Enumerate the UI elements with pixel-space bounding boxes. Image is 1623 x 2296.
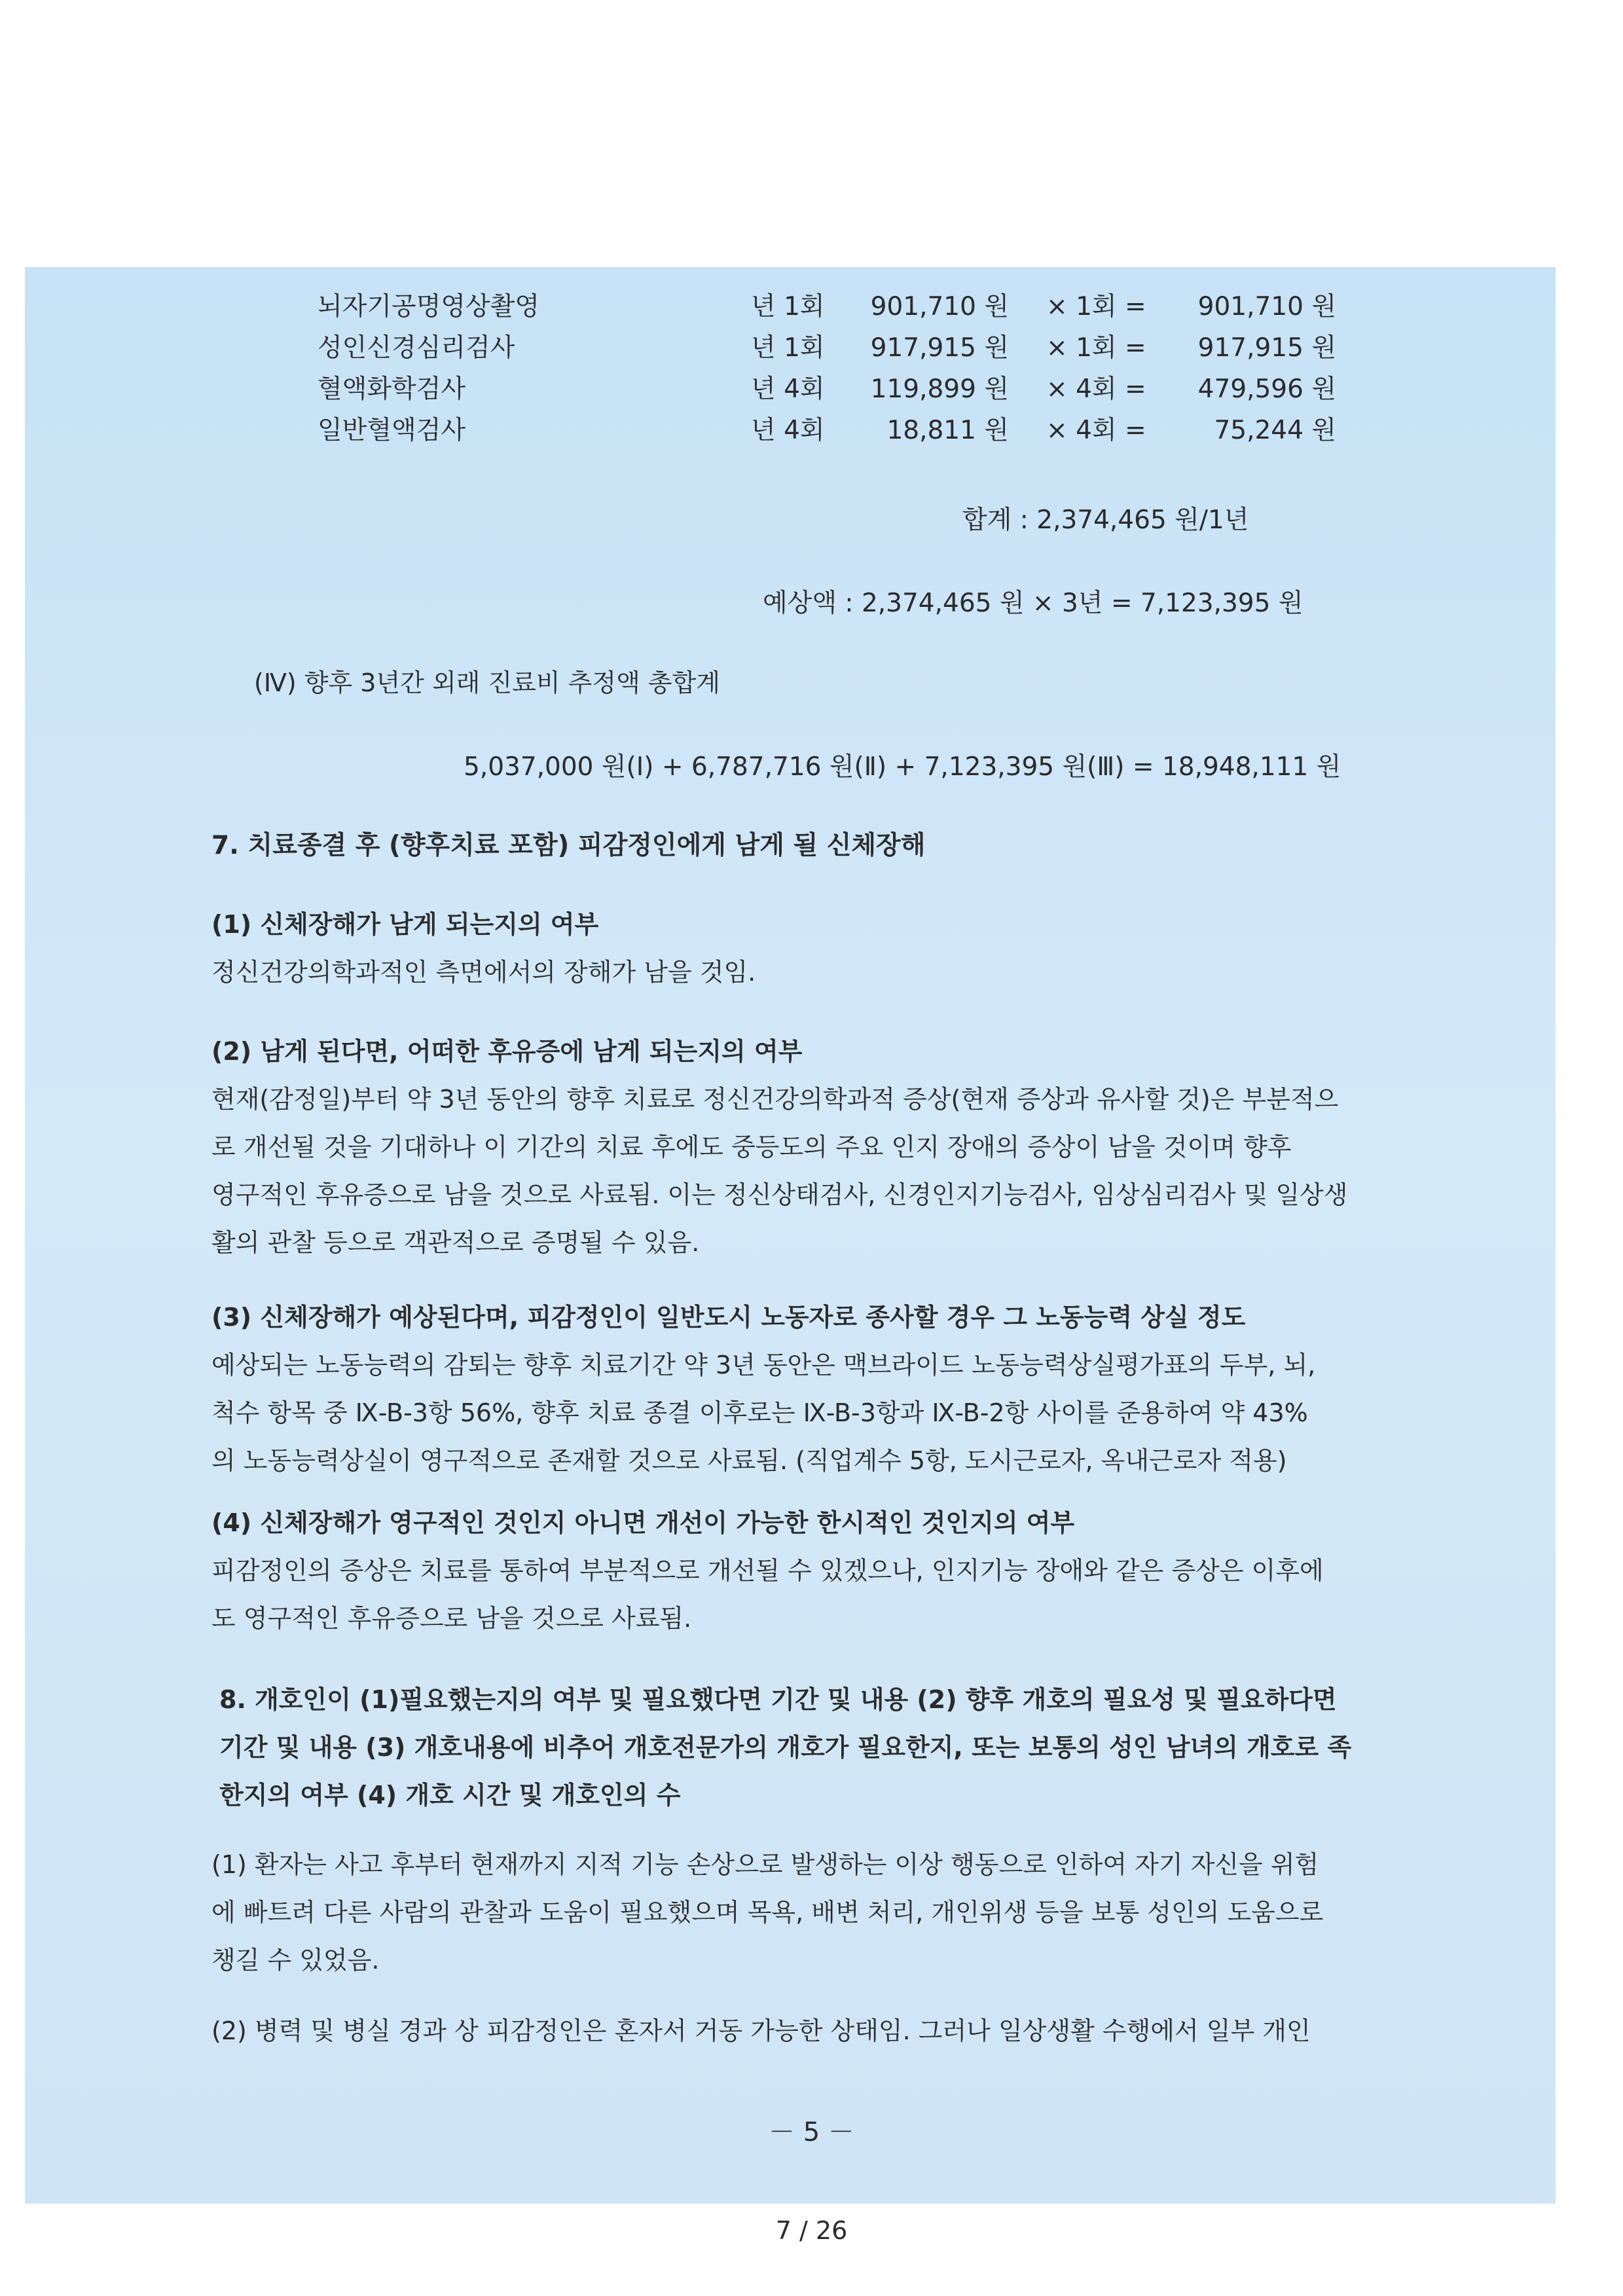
- page-marker: － 5 －: [769, 2117, 854, 2147]
- section-8-heading: [219, 1676, 1378, 1819]
- paragraph-line: 활의 관찰 등으로 객관적으로 증명될 수 있음.: [211, 1228, 700, 1257]
- cost-total: 75,244 원: [1214, 416, 1336, 445]
- cost-freq: 년 4회: [751, 416, 825, 445]
- cost-item: 성인신경심리검사: [318, 333, 515, 363]
- paragraph-line: 척수 항목 중 Ⅸ-B-3항 56%, 향후 치료 종결 이후로는 Ⅸ-B-3항과 Ⅸ-B-2항 사이를 준용하여 약 43%: [211, 1398, 1308, 1427]
- section-8-paragraph-2: [211, 2007, 1370, 2055]
- cost-unit-price: 18,811 원: [886, 416, 1009, 445]
- cost-row: [0, 327, 1623, 367]
- cost-multiplier: × 4회 =: [1046, 374, 1146, 404]
- cost-total: 917,915 원: [1197, 333, 1336, 363]
- cost-item: 일반혈액검사: [318, 416, 466, 445]
- heading-line: 기간 및 내용 (3) 개호내용에 비추어 개호전문가의 개호가 필요한지, 또는 보통의 성인 남녀의 개호로 족: [219, 1733, 1352, 1762]
- paragraph-line: 정신건강의학과적인 측면에서의 장해가 남을 것임.: [211, 958, 756, 987]
- paragraph-line: 에 빠트려 다른 사람의 관찰과 도움이 필요했으며 목욕, 배변 처리, 개인위생 등을 보통 성인의 도움으로: [211, 1898, 1324, 1927]
- section-7-item-2: [211, 1028, 1370, 1267]
- cost-multiplier: × 4회 =: [1046, 416, 1146, 445]
- cost-total: 901,710 원: [1197, 292, 1336, 321]
- paragraph-line: (1) 환자는 사고 후부터 현재까지 지적 기능 손상으로 발생하는 이상 행동으로 인하여 자기 자신을 위험: [211, 1850, 1319, 1879]
- paragraph-line: 영구적인 후유증으로 남을 것으로 사료됨. 이는 정신상태검사, 신경인지기능검사, 임상심리검사 및 일상생: [211, 1180, 1348, 1209]
- cost-row: [0, 286, 1623, 325]
- item-title: (3) 신체장해가 예상된다며, 피감정인이 일반도시 노동자로 종사할 경우 그 노동능력 상실 정도: [211, 1303, 1246, 1332]
- cost-row: [0, 410, 1623, 449]
- cost-row: [0, 369, 1623, 408]
- paragraph-line: 예상되는 노동능력의 감퇴는 향후 치료기간 약 3년 동안은 맥브라이드 노동능력상실평가표의 두부, 뇌,: [211, 1351, 1316, 1379]
- paragraph-line: 로 개선될 것을 기대하나 이 기간의 치료 후에도 중등도의 주요 인지 장애의 증상이 남을 것이며 향후: [211, 1133, 1292, 1161]
- item-title: (1) 신체장해가 남게 되는지의 여부: [211, 910, 599, 939]
- cost-item: 혈액화학검사: [318, 374, 466, 404]
- paragraph-line: 챙길 수 있었음.: [211, 1946, 380, 1975]
- cost-unit-price: 917,915 원: [870, 333, 1009, 363]
- section-7-heading: 7. 치료종결 후 (향후치료 포함) 피감정인에게 남게 될 신체장해: [211, 831, 926, 860]
- paragraph-line: (2) 병력 및 병실 경과 상 피감정인은 혼자서 거동 가능한 상태임. 그러나 일상생활 수행에서 일부 개인: [211, 2016, 1311, 2045]
- heading-line: 8. 개호인이 (1)필요했는지의 여부 및 필요했다면 기간 및 내용 (2) 향후 개호의 필요성 및 필요하다면: [219, 1685, 1337, 1714]
- cost-multiplier: × 1회 =: [1046, 292, 1146, 321]
- paragraph-line: 의 노동능력상실이 영구적으로 존재할 것으로 사료됨. (직업계수 5항, 도시근로자, 옥내근로자 적용): [211, 1446, 1287, 1475]
- heading-line: 한지의 여부 (4) 개호 시간 및 개호인의 수: [219, 1781, 681, 1810]
- paragraph-line: 피감정인의 증상은 치료를 통하여 부분적으로 개선될 수 있겠으나, 인지기능 장애와 같은 증상은 이후에: [211, 1556, 1324, 1585]
- cost-unit-price: 901,710 원: [870, 292, 1009, 321]
- section-7-item-4: [211, 1499, 1370, 1643]
- pagination-indicator: 7 / 26: [775, 2216, 848, 2245]
- cost-freq: 년 1회: [751, 333, 825, 363]
- paragraph-line: 도 영구적인 후유증으로 남을 것으로 사료됨.: [211, 1604, 692, 1633]
- cost-freq: 년 1회: [751, 292, 825, 321]
- cost-freq: 년 4회: [751, 374, 825, 404]
- section-iv-formula: 5,037,000 원(Ⅰ) + 6,787,716 원(Ⅱ) + 7,123,395 원(Ⅲ) = 18,948,111 원: [464, 752, 1341, 782]
- cost-total: 479,596 원: [1197, 374, 1336, 404]
- paragraph-line: 현재(감정일)부터 약 3년 동안의 향후 치료로 정신건강의학과적 증상(현재 증상과 유사할 것)은 부분적으: [211, 1085, 1339, 1114]
- cost-unit-price: 119,899 원: [870, 374, 1009, 404]
- item-title: (2) 남게 된다면, 어떠한 후유증에 남게 되는지의 여부: [211, 1037, 803, 1066]
- section-iv-heading: (Ⅳ) 향후 3년간 외래 진료비 추정액 총합계: [254, 668, 720, 697]
- section-8-paragraph-1: [211, 1841, 1370, 1984]
- cost-sum: 합계 : 2,374,465 원/1년: [962, 505, 1249, 535]
- cost-estimate: 예상액 : 2,374,465 원 × 3년 = 7,123,395 원: [763, 589, 1304, 618]
- cost-multiplier: × 1회 =: [1046, 333, 1146, 363]
- section-7-item-1: [211, 901, 1370, 996]
- section-7-item-3: [211, 1294, 1370, 1485]
- cost-item: 뇌자기공명영상촬영: [318, 292, 540, 321]
- item-title: (4) 신체장해가 영구적인 것인지 아니면 개선이 가능한 한시적인 것인지의 여부: [211, 1508, 1075, 1537]
